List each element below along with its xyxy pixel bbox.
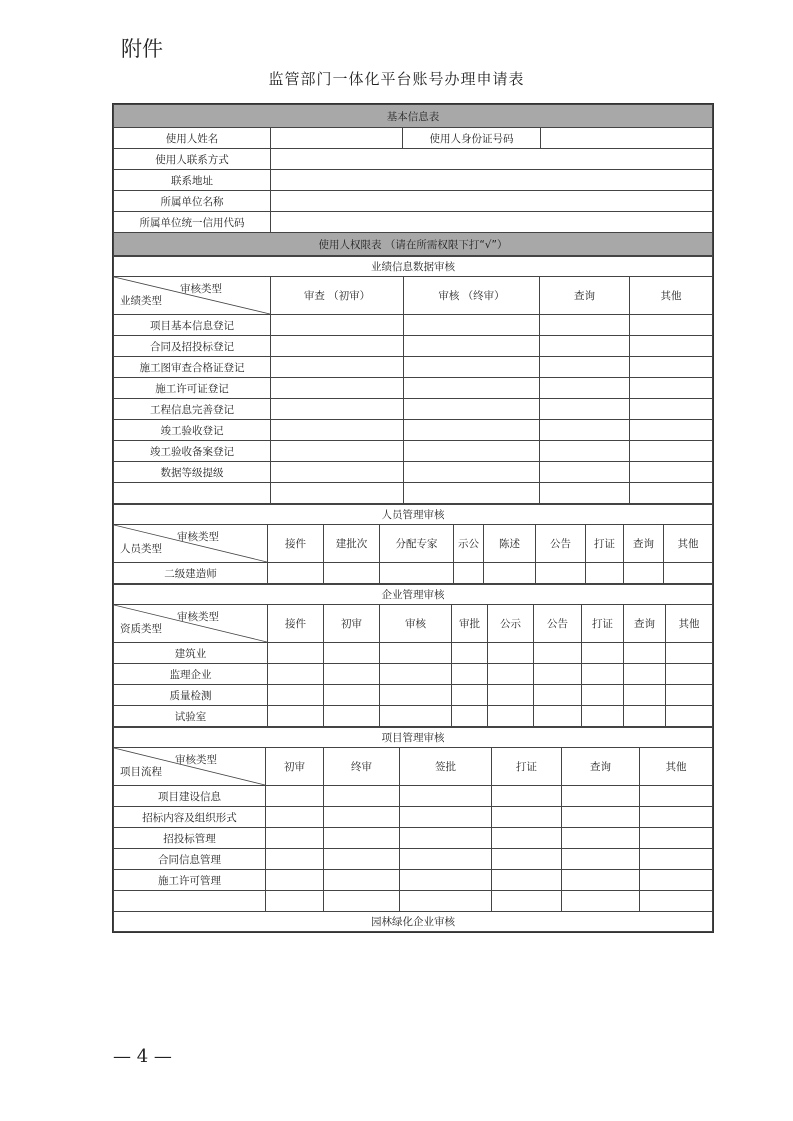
checkbox-cell[interactable] — [492, 849, 562, 870]
checkbox-cell[interactable] — [324, 643, 380, 664]
row-label: 试验室 — [114, 706, 268, 727]
checkbox-cell[interactable] — [540, 315, 630, 336]
performance-title: 业绩信息数据审核 — [114, 257, 713, 277]
checkbox-cell[interactable] — [324, 828, 400, 849]
checkbox-cell[interactable] — [630, 315, 713, 336]
checkbox-cell[interactable] — [271, 315, 404, 336]
row-label: 数据等级提级 — [114, 462, 271, 483]
checkbox-cell[interactable] — [630, 378, 713, 399]
input-contact[interactable] — [271, 149, 713, 170]
row-label: 施工图审查合格证登记 — [114, 357, 271, 378]
checkbox-cell[interactable] — [268, 664, 324, 685]
checkbox-cell[interactable] — [534, 664, 582, 685]
label-credit-code: 所属单位统一信用代码 — [114, 212, 271, 233]
checkbox-cell[interactable] — [400, 828, 492, 849]
checkbox-cell[interactable] — [266, 849, 324, 870]
checkbox-cell[interactable] — [404, 462, 540, 483]
column-header: 示公 — [454, 525, 484, 563]
checkbox-cell[interactable] — [324, 807, 400, 828]
checkbox-cell[interactable] — [324, 563, 380, 584]
diag-top-label: 审核类型 — [180, 283, 222, 295]
row-label: 竣工验收备案登记 — [114, 441, 271, 462]
input-id-number[interactable] — [541, 128, 713, 149]
column-header: 终审 — [324, 748, 400, 786]
checkbox-cell[interactable] — [562, 891, 640, 912]
checkbox-cell[interactable] — [266, 786, 324, 807]
checkbox-cell[interactable] — [624, 706, 666, 727]
empty-cell — [114, 483, 271, 504]
checkbox-cell[interactable] — [630, 420, 713, 441]
label-org-name: 所属单位名称 — [114, 191, 271, 212]
row-label: 监理企业 — [114, 664, 268, 685]
checkbox-cell[interactable] — [400, 891, 492, 912]
checkbox-cell[interactable] — [562, 786, 640, 807]
table-row — [114, 378, 713, 399]
diag-top-label: 审核类型 — [177, 611, 219, 623]
column-header: 查询 — [540, 277, 630, 315]
column-header: 建批次 — [324, 525, 380, 563]
checkbox-cell[interactable] — [404, 357, 540, 378]
table-row — [114, 563, 713, 584]
table-row — [114, 441, 713, 462]
project-table — [113, 727, 713, 932]
checkbox-cell[interactable] — [582, 706, 624, 727]
table-row — [114, 357, 713, 378]
checkbox-cell[interactable] — [640, 870, 713, 891]
column-header: 陈述 — [484, 525, 536, 563]
checkbox-cell[interactable] — [324, 870, 400, 891]
checkbox-cell[interactable] — [380, 706, 452, 727]
table-row — [114, 870, 713, 891]
row-label: 工程信息完善登记 — [114, 399, 271, 420]
checkbox-cell[interactable] — [630, 462, 713, 483]
checkbox-cell[interactable] — [400, 849, 492, 870]
checkbox-cell[interactable] — [380, 685, 452, 706]
table-row — [114, 399, 713, 420]
row-label: 施工许可证登记 — [114, 378, 271, 399]
checkbox-cell[interactable] — [666, 685, 713, 706]
column-header: 其他 — [630, 277, 713, 315]
checkbox-cell[interactable] — [492, 807, 562, 828]
diag-bottom-label: 人员类型 — [120, 543, 162, 555]
row-label: 施工许可管理 — [114, 870, 266, 891]
landscape-title: 园林绿化企业审核 — [114, 912, 713, 932]
checkbox-cell[interactable] — [404, 315, 540, 336]
table-row — [114, 685, 713, 706]
checkbox-cell[interactable] — [562, 870, 640, 891]
checkbox-cell[interactable] — [540, 399, 630, 420]
checkbox-cell[interactable] — [640, 786, 713, 807]
row-label: 二级建造师 — [114, 563, 268, 584]
label-user-name: 使用人姓名 — [114, 128, 271, 149]
checkbox-cell[interactable] — [324, 685, 380, 706]
personnel-diagonal-header — [114, 525, 268, 563]
checkbox-cell[interactable] — [268, 563, 324, 584]
row-label: 质量检测 — [114, 685, 268, 706]
checkbox-cell[interactable] — [271, 399, 404, 420]
row-label: 竣工验收登记 — [114, 420, 271, 441]
checkbox-cell[interactable] — [540, 357, 630, 378]
column-header: 审查 （初审） — [271, 277, 404, 315]
checkbox-cell[interactable] — [666, 706, 713, 727]
checkbox-cell[interactable] — [271, 483, 404, 504]
checkbox-cell[interactable] — [540, 462, 630, 483]
diag-top-label: 审核类型 — [177, 531, 219, 543]
checkbox-cell[interactable] — [666, 664, 713, 685]
checkbox-cell[interactable] — [400, 807, 492, 828]
checkbox-cell[interactable] — [404, 378, 540, 399]
column-header: 分配专家 — [380, 525, 454, 563]
column-header: 接件 — [268, 605, 324, 643]
checkbox-cell[interactable] — [630, 441, 713, 462]
checkbox-cell[interactable] — [624, 664, 666, 685]
label-id-number: 使用人身份证号码 — [403, 128, 541, 149]
checkbox-cell[interactable] — [404, 483, 540, 504]
checkbox-cell[interactable] — [582, 643, 624, 664]
row-label: 合同及招投标登记 — [114, 336, 271, 357]
checkbox-cell[interactable] — [562, 807, 640, 828]
checkbox-cell[interactable] — [534, 643, 582, 664]
checkbox-cell[interactable] — [492, 828, 562, 849]
column-header: 打证 — [492, 748, 562, 786]
checkbox-cell[interactable] — [266, 807, 324, 828]
checkbox-cell[interactable] — [271, 441, 404, 462]
checkbox-cell[interactable] — [324, 706, 380, 727]
checkbox-cell[interactable] — [452, 685, 488, 706]
column-header: 审批 — [452, 605, 488, 643]
document-title: 监管部门一体化平台账号办理申请表 — [268, 70, 525, 88]
checkbox-cell[interactable] — [562, 828, 640, 849]
checkbox-cell[interactable] — [400, 786, 492, 807]
checkbox-cell[interactable] — [268, 706, 324, 727]
checkbox-cell[interactable] — [271, 462, 404, 483]
table-row — [114, 706, 713, 727]
checkbox-cell[interactable] — [488, 706, 534, 727]
enterprise-table — [113, 584, 713, 727]
table-row — [114, 315, 713, 336]
checkbox-cell[interactable] — [536, 563, 586, 584]
column-header: 公告 — [534, 605, 582, 643]
table-row — [114, 807, 713, 828]
checkbox-cell[interactable] — [664, 563, 713, 584]
checkbox-cell[interactable] — [630, 399, 713, 420]
input-user-name[interactable] — [271, 128, 403, 149]
checkbox-cell[interactable] — [271, 378, 404, 399]
checkbox-cell[interactable] — [271, 336, 404, 357]
checkbox-cell[interactable] — [540, 336, 630, 357]
enterprise-rows — [114, 643, 713, 727]
checkbox-cell[interactable] — [492, 891, 562, 912]
personnel-title: 人员管理审核 — [114, 505, 713, 525]
attachment-label: 附件 — [121, 37, 163, 61]
column-header: 查询 — [624, 605, 666, 643]
row-label: 项目建设信息 — [114, 786, 266, 807]
column-header: 查询 — [562, 748, 640, 786]
checkbox-cell[interactable] — [540, 483, 630, 504]
checkbox-cell[interactable] — [624, 685, 666, 706]
table-row — [114, 786, 713, 807]
column-header: 打证 — [582, 605, 624, 643]
checkbox-cell[interactable] — [400, 870, 492, 891]
checkbox-cell[interactable] — [268, 643, 324, 664]
table-row — [114, 643, 713, 664]
project-title: 项目管理审核 — [114, 728, 713, 748]
checkbox-cell[interactable] — [640, 828, 713, 849]
label-address: 联系地址 — [114, 170, 271, 191]
checkbox-cell[interactable] — [630, 357, 713, 378]
enterprise-title: 企业管理审核 — [114, 585, 713, 605]
row-label: 招标内容及组织形式 — [114, 807, 266, 828]
page-number: — 4 — — [113, 1046, 172, 1067]
column-header: 其他 — [666, 605, 713, 643]
checkbox-cell[interactable] — [266, 891, 324, 912]
application-form — [112, 103, 714, 933]
checkbox-cell[interactable] — [582, 685, 624, 706]
column-header: 其他 — [640, 748, 713, 786]
checkbox-cell[interactable] — [540, 420, 630, 441]
checkbox-cell[interactable] — [630, 483, 713, 504]
enterprise-diagonal-header — [114, 605, 268, 643]
checkbox-cell[interactable] — [452, 706, 488, 727]
performance-diagonal-header — [114, 277, 271, 315]
checkbox-cell[interactable] — [484, 563, 536, 584]
checkbox-cell[interactable] — [324, 786, 400, 807]
checkbox-cell[interactable] — [271, 420, 404, 441]
checkbox-cell[interactable] — [404, 441, 540, 462]
diag-bottom-label: 资质类型 — [120, 623, 162, 635]
input-credit-code[interactable] — [271, 212, 713, 233]
checkbox-cell[interactable] — [404, 420, 540, 441]
table-row — [114, 462, 713, 483]
checkbox-cell[interactable] — [454, 563, 484, 584]
column-header: 接件 — [268, 525, 324, 563]
checkbox-cell[interactable] — [582, 664, 624, 685]
performance-table — [113, 256, 713, 504]
column-header: 公示 — [488, 605, 534, 643]
checkbox-cell[interactable] — [324, 849, 400, 870]
checkbox-cell[interactable] — [266, 828, 324, 849]
checkbox-cell[interactable] — [380, 563, 454, 584]
row-label: 项目基本信息登记 — [114, 315, 271, 336]
table-row — [114, 849, 713, 870]
column-header: 查询 — [624, 525, 664, 563]
column-header: 打证 — [586, 525, 624, 563]
row-label: 建筑业 — [114, 643, 268, 664]
checkbox-cell[interactable] — [562, 849, 640, 870]
checkbox-cell[interactable] — [488, 664, 534, 685]
checkbox-cell[interactable] — [271, 357, 404, 378]
checkbox-cell[interactable] — [404, 399, 540, 420]
project-diagonal-header — [114, 748, 266, 786]
checkbox-cell[interactable] — [540, 378, 630, 399]
column-header: 审核 — [380, 605, 452, 643]
personnel-rows — [114, 563, 713, 584]
checkbox-cell[interactable] — [492, 786, 562, 807]
row-label: 合同信息管理 — [114, 849, 266, 870]
checkbox-cell[interactable] — [492, 870, 562, 891]
column-header: 审核 （终审） — [404, 277, 540, 315]
checkbox-cell[interactable] — [586, 563, 624, 584]
checkbox-cell[interactable] — [380, 643, 452, 664]
permission-header: 使用人权限表 （请在所需权限下打“√”） — [114, 233, 713, 256]
project-rows — [114, 786, 713, 891]
performance-rows — [114, 315, 713, 483]
checkbox-cell[interactable] — [534, 706, 582, 727]
checkbox-cell[interactable] — [380, 664, 452, 685]
table-row — [114, 664, 713, 685]
personnel-table — [113, 504, 713, 584]
column-header: 初审 — [324, 605, 380, 643]
column-header: 签批 — [400, 748, 492, 786]
checkbox-cell[interactable] — [640, 891, 713, 912]
checkbox-cell[interactable] — [268, 685, 324, 706]
column-header: 公告 — [536, 525, 586, 563]
diag-bottom-label: 业绩类型 — [120, 295, 162, 307]
checkbox-cell[interactable] — [624, 563, 664, 584]
label-contact: 使用人联系方式 — [114, 149, 271, 170]
checkbox-cell[interactable] — [452, 664, 488, 685]
checkbox-cell[interactable] — [640, 849, 713, 870]
diag-bottom-label: 项目流程 — [120, 766, 162, 778]
table-row — [114, 420, 713, 441]
checkbox-cell[interactable] — [534, 685, 582, 706]
column-header: 其他 — [664, 525, 713, 563]
checkbox-cell[interactable] — [488, 685, 534, 706]
input-org-name[interactable] — [271, 191, 713, 212]
table-row — [114, 336, 713, 357]
checkbox-cell[interactable] — [452, 643, 488, 664]
basic-info-header: 基本信息表 — [114, 105, 713, 128]
checkbox-cell[interactable] — [266, 870, 324, 891]
checkbox-cell[interactable] — [666, 643, 713, 664]
empty-cell — [114, 891, 266, 912]
checkbox-cell[interactable] — [624, 643, 666, 664]
checkbox-cell[interactable] — [488, 643, 534, 664]
checkbox-cell[interactable] — [630, 336, 713, 357]
checkbox-cell[interactable] — [324, 891, 400, 912]
checkbox-cell[interactable] — [540, 441, 630, 462]
column-header: 初审 — [266, 748, 324, 786]
checkbox-cell[interactable] — [404, 336, 540, 357]
input-address[interactable] — [271, 170, 713, 191]
diag-top-label: 审核类型 — [175, 754, 217, 766]
row-label: 招投标管理 — [114, 828, 266, 849]
checkbox-cell[interactable] — [640, 807, 713, 828]
table-row — [114, 828, 713, 849]
basic-info-table — [113, 104, 713, 256]
checkbox-cell[interactable] — [324, 664, 380, 685]
